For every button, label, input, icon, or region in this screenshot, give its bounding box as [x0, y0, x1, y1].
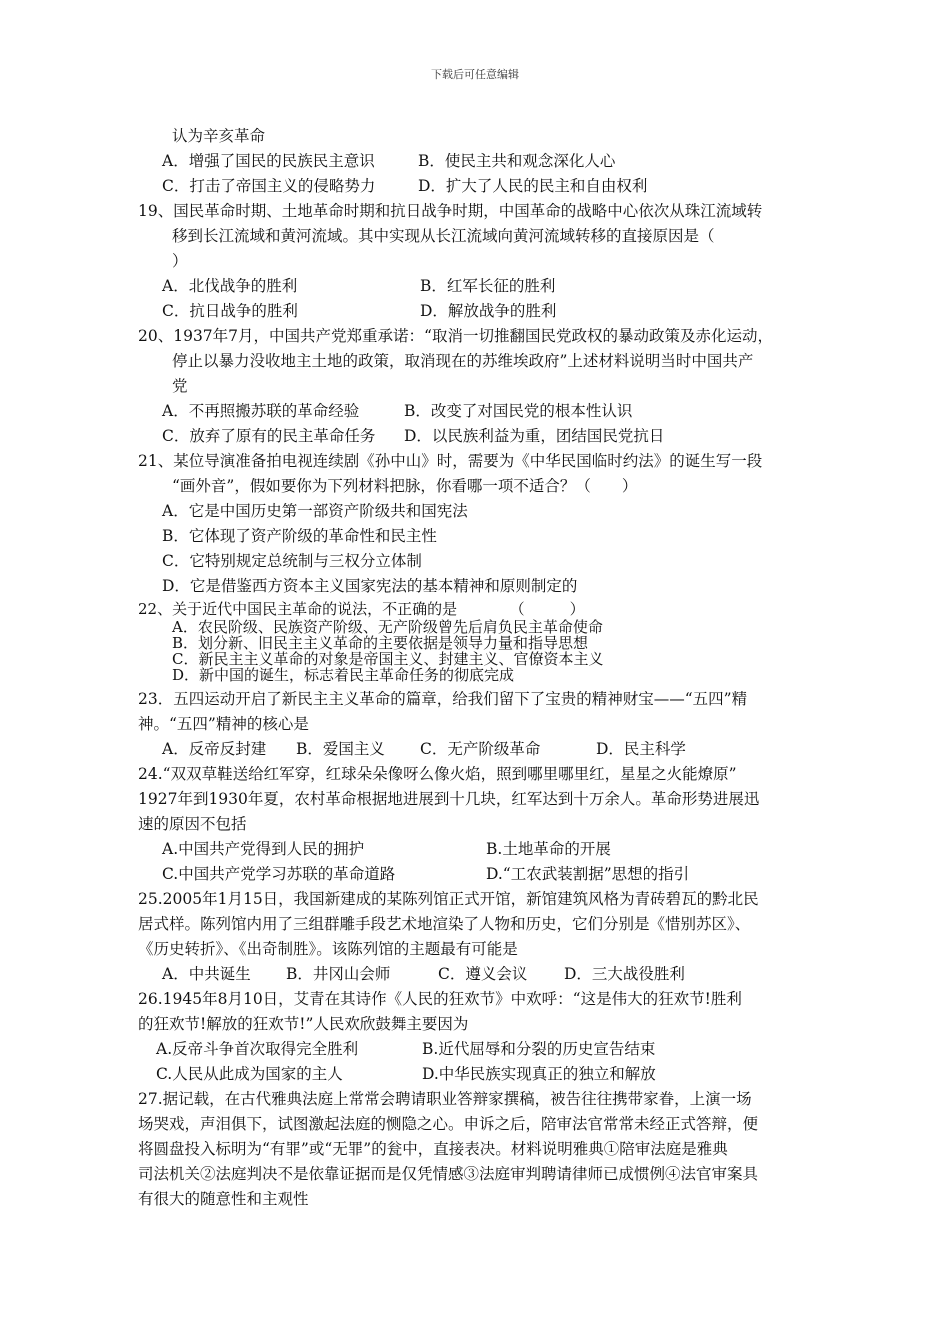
question-21 — [138, 449, 838, 599]
option-b: B．红军长征的胜利 — [420, 277, 556, 295]
question-19 — [138, 199, 838, 324]
question-26 — [138, 987, 838, 1087]
option-a: A．北伐战争的胜利 — [162, 277, 298, 295]
option-a: A．它是中国历史第一部资产阶级共和国宪法 — [162, 502, 468, 520]
question-stem-continued: 居式样。陈列馆内用了三组群雕手段艺术地渲染了人物和历史，它们分别是《惜别苏区》、 — [138, 915, 751, 933]
option-b: B．使民主共和观念深化人心 — [418, 152, 616, 170]
question-18 — [138, 124, 838, 199]
option-c: C．遵义会议 — [438, 965, 528, 983]
option-d: D.中华民族实现真正的独立和解放 — [422, 1065, 656, 1083]
question-stem-continued: 司法机关②法庭判决不是依靠证据而是仅凭情感③法庭审判聘请律师已成惯例④法官审案具 — [138, 1165, 759, 1183]
question-25 — [138, 887, 838, 987]
question-stem-continued: “画外音”，假如要你为下列材料把脉，你看哪一项不适合？（ ） — [172, 477, 638, 495]
option-b: B．它体现了资产阶级的革命性和民主性 — [162, 527, 437, 545]
option-row — [138, 1062, 838, 1087]
question-stem-continued: 场哭戏，声泪俱下，试图激起法庭的恻隐之心。申诉之后，陪审法官常常未经正式答辩，便 — [138, 1115, 759, 1133]
question-stem: 25.2005年1月15日，我国新建成的某陈列馆正式开馆，新馆建筑风格为青砖碧瓦的黔北民 — [138, 890, 759, 908]
question-stem-continued: 速的原因不包括 — [138, 815, 247, 833]
option-d: D．民主科学 — [596, 740, 686, 758]
option-d: D．它是借鉴西方资本主义国家宪法的基本精神和原则制定的 — [162, 577, 578, 595]
option-c: C．打击了帝国主义的侵略势力 — [162, 177, 376, 195]
question-stem: 26.1945年8月10日，艾青在其诗作《人民的狂欢节》中欢呼：“这是伟大的狂欢节!胜利 — [138, 990, 742, 1008]
option-a: A.中国共产党得到人民的拥护 — [162, 840, 365, 858]
question-stem: 19、国民革命时期、土地革命时期和抗日战争时期，中国革命的战略中心依次从珠江流域转 — [138, 202, 763, 220]
option-d: D.“工农武装割据”思想的指引 — [486, 865, 690, 883]
option-row — [138, 274, 838, 299]
question-stem-continued: 有很大的随意性和主观性 — [138, 1190, 309, 1208]
question-24 — [138, 762, 838, 887]
option-c: C．放弃了原有的民主革命任务 — [162, 427, 376, 445]
option-row — [138, 399, 838, 424]
option-a: A．反帝反封建 — [162, 740, 267, 758]
option-d: D．解放战争的胜利 — [420, 302, 557, 320]
question-20 — [138, 324, 838, 449]
option-row — [138, 1037, 838, 1062]
option-c: C.中国共产党学习苏联的革命道路 — [162, 865, 396, 883]
question-stem-continued: 党 — [172, 377, 188, 395]
page-header: 下载后可任意编辑 — [431, 68, 519, 81]
option-row — [138, 962, 838, 987]
option-c: C．抗日战争的胜利 — [162, 302, 298, 320]
question-22 — [138, 599, 838, 683]
option-b: B.近代屈辱和分裂的历史宣告结束 — [422, 1040, 656, 1058]
option-b: B．划分新、旧民主主义革命的主要依据是领导力量和指导思想 — [172, 634, 589, 652]
question-stem: 22、关于近代中国民主革命的说法，不正确的是 （ ） — [138, 600, 585, 618]
option-a: A.反帝斗争首次取得完全胜利 — [156, 1040, 359, 1058]
option-row — [138, 299, 838, 324]
question-list — [138, 124, 838, 1212]
option-d: D．以民族利益为重，团结国民党抗日 — [404, 427, 665, 445]
option-c: C.人民从此成为国家的主人 — [156, 1065, 343, 1083]
option-a: A．增强了国民的民族民主意识 — [162, 152, 375, 170]
question-stem-continued: 移到长江流域和黄河流域。其中实现从长江流域向黄河流域转移的直接原因是（ — [172, 227, 715, 245]
question-stem-continued: 1927年到1930年夏，农村革命根据地进展到十几块，红军达到十万余人。革命形势进展迅 — [138, 790, 760, 808]
option-b: B．改变了对国民党的根本性认识 — [404, 402, 633, 420]
option-a: A．农民阶级、民族资产阶级、无产阶级曾先后肩负民主革命使命 — [172, 618, 603, 636]
option-row — [138, 862, 838, 887]
option-b: B．爱国主义 — [296, 740, 385, 758]
question-stem-continued: 停止以暴力没收地主土地的政策，取消现在的苏维埃政府”上述材料说明当时中国共产 — [172, 352, 754, 370]
option-a: A．中共诞生 — [162, 965, 251, 983]
question-stem-continued: 的狂欢节!解放的狂欢节!”人民欢欣鼓舞主要因为 — [138, 1015, 469, 1033]
option-a: A．不再照搬苏联的革命经验 — [162, 402, 360, 420]
question-stem-continued: 将圆盘投入标明为“有罪”或“无罪”的瓮中，直接表决。材料说明雅典①陪审法庭是雅典 — [138, 1140, 728, 1158]
question-stem: 24.“双双草鞋送给红军穿，红球朵朵像呀么像火焰，照到哪里哪里红，星星之火能燎原” — [138, 765, 737, 783]
option-b: B.土地革命的开展 — [486, 840, 611, 858]
option-d: D．扩大了人民的民主和自由权利 — [418, 177, 648, 195]
question-stem: 认为辛亥革命 — [172, 127, 266, 145]
option-row — [138, 737, 838, 762]
question-stem: 21、某位导演准备拍电视连续剧《孙中山》时，需要为《中华民国临时约法》的诞生写一段 — [138, 452, 763, 470]
question-27 — [138, 1087, 838, 1212]
question-stem-continued: 《历史转折》、《出奇制胜》。该陈列馆的主题最有可能是 — [138, 940, 518, 958]
option-c: C．新民主主义革命的对象是帝国主义、封建主义、官僚资本主义 — [172, 650, 604, 668]
option-d: D．三大战役胜利 — [564, 965, 685, 983]
question-stem: 20、1937年7月，中国共产党郑重承诺：“取消一切推翻国民党政权的暴动政策及赤化运动， — [138, 327, 773, 345]
option-row — [138, 424, 838, 449]
option-d: D．新中国的诞生，标志着民主革命任务的彻底完成 — [172, 666, 515, 684]
question-23 — [138, 687, 838, 762]
option-c: C．无产阶级革命 — [420, 740, 541, 758]
option-row — [138, 837, 838, 862]
option-c: C．它特别规定总统制与三权分立体制 — [162, 552, 422, 570]
answer-bracket: ） — [172, 252, 188, 270]
option-row — [138, 174, 838, 199]
option-row — [138, 149, 838, 174]
question-stem-continued: 神。“五四”精神的核心是 — [138, 715, 309, 733]
question-stem: 23．五四运动开启了新民主主义革命的篇章，给我们留下了宝贵的精神财宝——“五四”精 — [138, 690, 748, 708]
option-b: B．井冈山会师 — [286, 965, 391, 983]
question-stem: 27.据记载，在古代雅典法庭上常常会聘请职业答辩家撰稿，被告往往携带家眷，上演一场 — [138, 1090, 752, 1108]
